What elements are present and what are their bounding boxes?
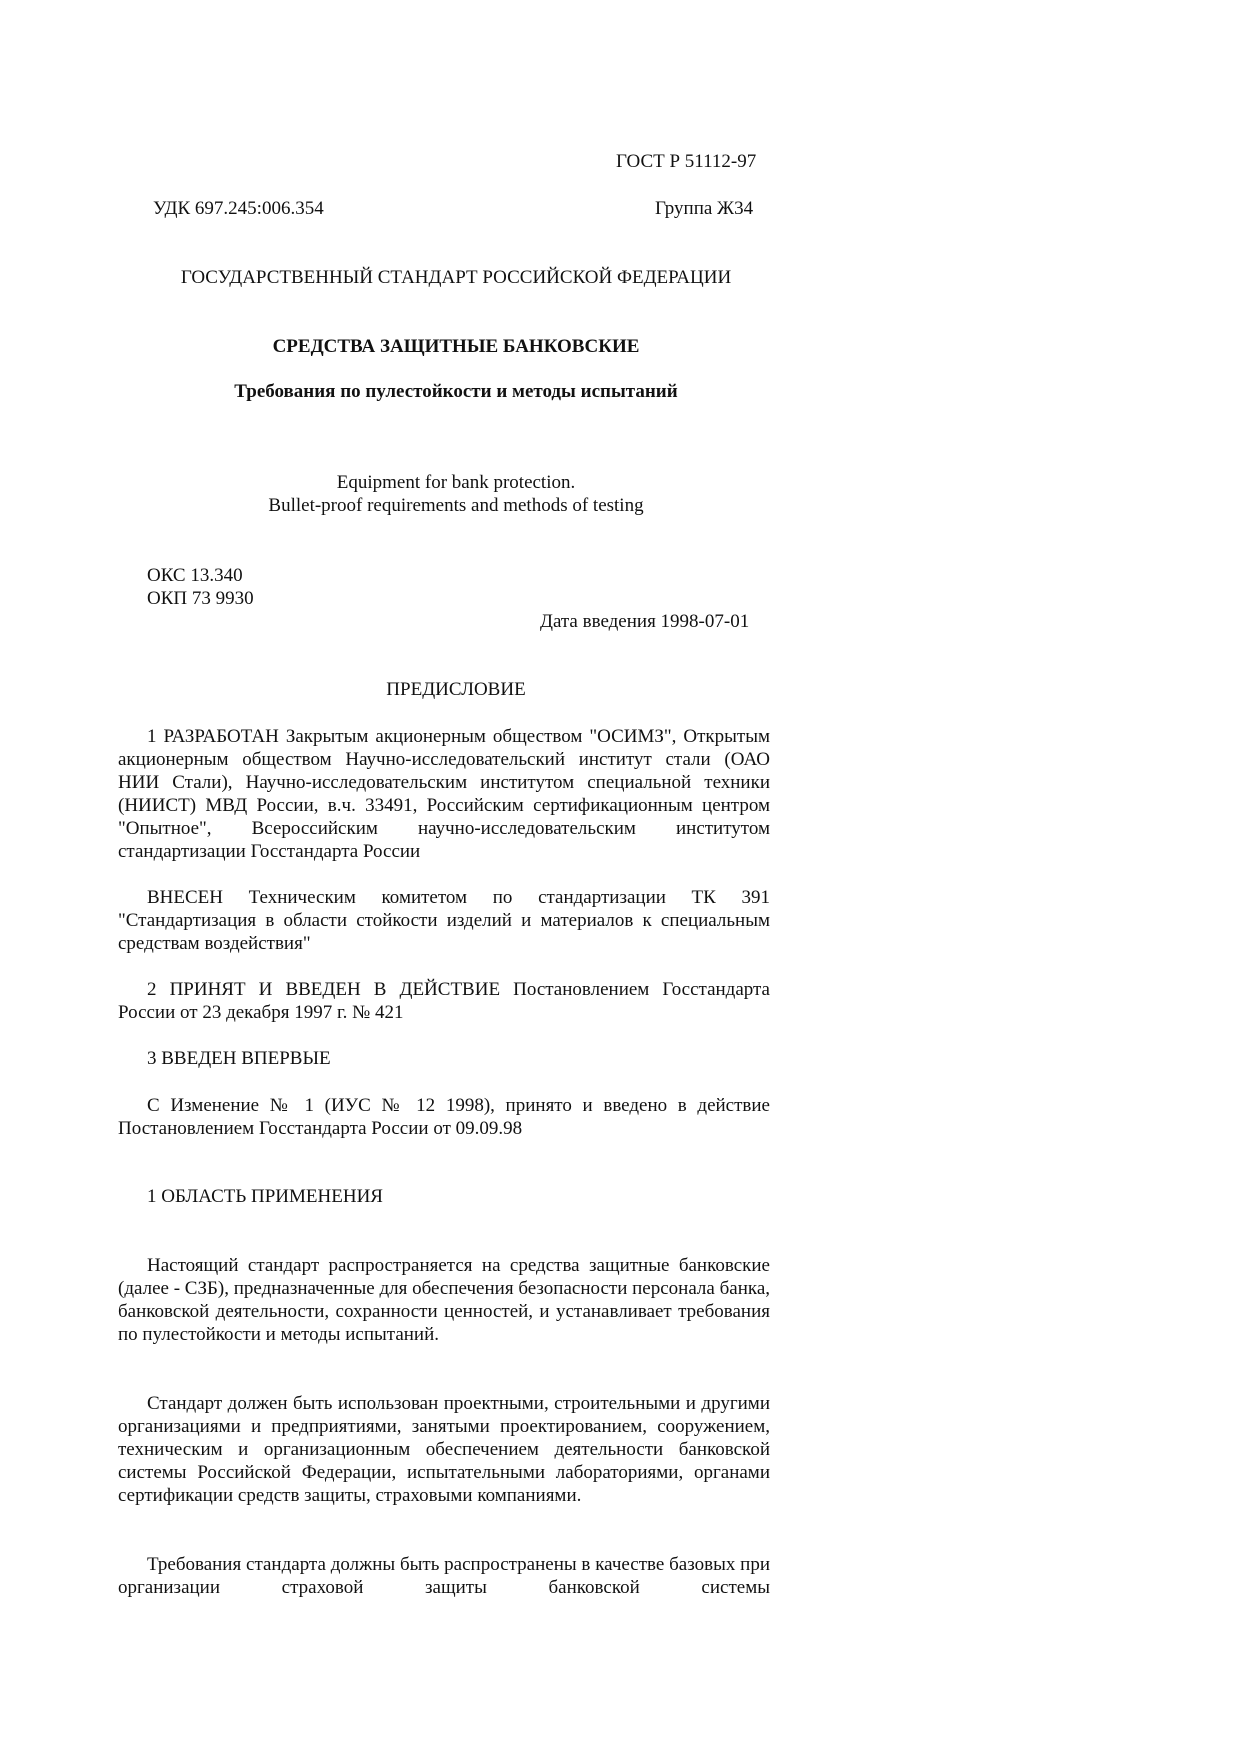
scope-paragraph-3: Требования стандарта должны быть распространены в качестве базовых при организации страховой защиты банковской системы	[118, 1554, 770, 1598]
group-code: Группа Ж34	[655, 198, 754, 219]
foreword-paragraph-submitted: ВНЕСЕН Техническим комитетом по стандартизации ТК 391 "Стандартизация в области стойкости изделий и материалов к специальным средствам воздействия"	[118, 887, 770, 954]
english-title-line1: Equipment for bank protection.	[336, 472, 576, 493]
foreword-paragraph-amendment: С Изменение № 1 (ИУС № 12 1998), принято и введено в действие Постановлением Госстандарта России от 09.09.98	[118, 1095, 770, 1139]
okp-code: ОКП 73 9930	[147, 588, 254, 609]
foreword-paragraph-adopted: 2 ПРИНЯТ И ВВЕДЕН В ДЕЙСТВИЕ Постановлением Госстандарта России от 23 декабря 1997 г. № 421	[118, 979, 770, 1023]
state-standard-heading: ГОСУДАРСТВЕННЫЙ СТАНДАРТ РОССИЙСКОЙ ФЕДЕРАЦИИ	[180, 267, 732, 288]
oks-code: ОКС 13.340	[147, 565, 243, 586]
gost-number: ГОСТ Р 51112-97	[616, 151, 757, 172]
udk-code: УДК 697.245:006.354	[153, 198, 324, 219]
scope-paragraph-1: Настоящий стандарт распространяется на средства защитные банковские (далее - СЗБ), предназначенные для обеспечения безопасности персонала банка, банковской деятельности, сохранности ценностей, и устанавливает требования по пулестойкости и методы испытаний.	[118, 1255, 770, 1345]
foreword-paragraph-developed: 1 РАЗРАБОТАН Закрытым акционерным обществом "ОСИМЗ", Открытым акционерным обществом Научно-исследовательский институт стали (ОАО НИИ Стали), Научно-исследовательским институтом специальной техники (НИИСТ) МВД России, в.ч. 33491, Российским сертификационным центром "Опытное", Всероссийским научно-исследовательским институтом стандартизации Госстандарта России	[118, 726, 770, 862]
english-title-line2: Bullet-proof requirements and methods of testing	[268, 495, 644, 516]
document-subtitle: Требования по пулестойкости и методы испытаний	[234, 381, 678, 402]
scope-paragraph-2: Стандарт должен быть использован проектными, строительными и другими организациями и предприятиями, занятыми проектированием, сооружением, техническим и организационным обеспечением деятельности банковской системы Российской Федерации, испытательными лабораториями, органами сертификации средств защиты, страховыми компаниями.	[118, 1393, 770, 1506]
introduction-date: Дата введения 1998-07-01	[540, 611, 750, 632]
foreword-heading: ПРЕДИСЛОВИЕ	[386, 679, 526, 700]
section-1-heading: 1 ОБЛАСТЬ ПРИМЕНЕНИЯ	[147, 1186, 383, 1207]
foreword-paragraph-first-introduced: 3 ВВЕДЕН ВПЕРВЫЕ	[147, 1048, 331, 1069]
document-title: СРЕДСТВА ЗАЩИТНЫЕ БАНКОВСКИЕ	[272, 336, 640, 357]
